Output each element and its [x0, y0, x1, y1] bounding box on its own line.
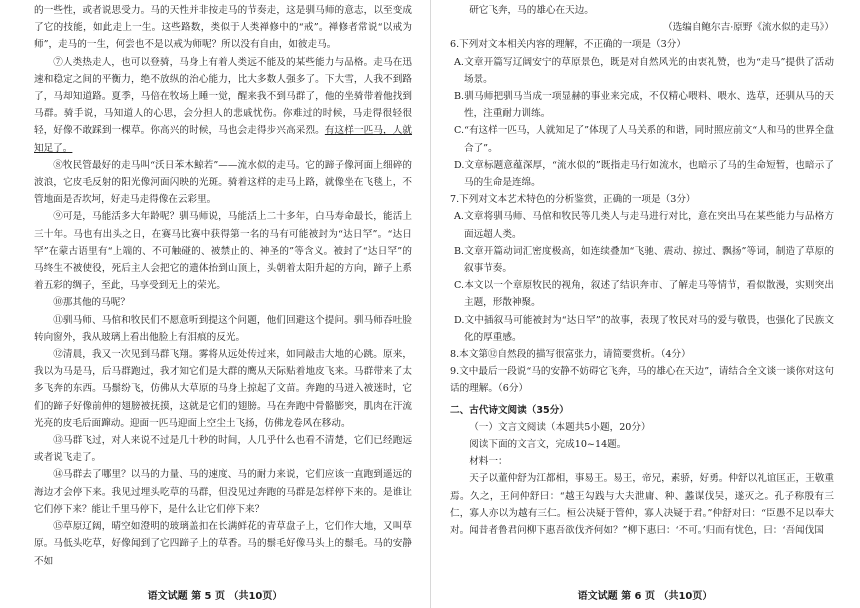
q7-option-a: A.文章将驯马师、马倌和牧民等几类人与走马进行对比，意在突出马在某些能力与品格方面远超人类。: [454, 211, 834, 240]
q6-option-d: D.文章标题意蕴深厚，“流水似的”既指走马行如流水，也暗示了马的生命短暂，也暗示了马的生命是连绵。: [454, 159, 834, 189]
q7-option-c: C.本文以一个章原牧民的视角，叙述了结识奔市、了解走马等情节，看似散漫，实则突出主题，形散神聚。: [454, 280, 834, 309]
paragraph-9: ⑨可是，马能活多大年龄呢？驯马师说，马能活上二十多年，白马寿命最长，能活上三十年。马也有出头之日，在赛马比赛中获得第一名的马有可能被封为“达日罕”。“达日罕”在蒙古语里有“上端的、不可触碰的、被禁止的、神圣的”等含义。被封了“达日罕”的马终生不被使役，死后主人会把它的遗体抬到山顶上，头朝着太阳升起的方向，蹄子上系着五彩的绸子，至此，马享受到无上的荣光。: [34, 211, 412, 292]
paragraph-continuation: 的一些性，或者说思受力。马的天性并非按走马的节奏走，这是驯马师的意志，以至变成了它的技能，如此走上一生。这些路数，类似于人类禅修中的“戒”。禅修者常说“以戒为师”，走马的一生，何尝也不是以戒为师呢？所以没有自由，如彼走马。: [34, 5, 412, 51]
q6-option-b: B.驯马师把驯马当成一项显赫的事业来完成，不仅精心喂料、喂水、选草，还驯从马的天性，注重耐力训练。: [454, 91, 834, 120]
q7-option-b: B.文章开篇动词汇密度极高，如连续叠加“飞驰、震动、掠过、飘扬”等词，制造了草原的叙事节奏。: [454, 245, 834, 275]
page-6-text: [450, 2, 834, 539]
page-6-footer: 语文试题 第 6 页 （共10页）: [577, 591, 713, 602]
question-8: 8.本文第⑫自然段的描写很富张力，请简要赏析。（4分）: [450, 349, 691, 361]
paragraph-14: ⑭马群去了哪里？以马的力量、马的速度、马的耐力来说，它们应该一直跑到遥远的海边才会停下来。我见过埋头吃草的马群，但没见过奔跑的马群是怎样停下来的。是谁让它们停下来？能让千里马停下，是什么让它们停下来？: [34, 469, 412, 515]
page-5-footer: 语文试题 第 5 页 （共10页）: [147, 591, 283, 602]
paragraph-12: ⑫清晨，我又一次见到马群飞翔。雾将从远处传过来，如同敲击大地的心跳。原来，我以为马是马，后马群跑过，我才知它们是大群的鹰从天际贴着地皮飞来。马群带来了太多飞奔的东西。马鬃纷飞，仿佛从大草原的马身上掠起了文苗。奔跑的马迸入被迷时，它们的蹄子好像前伸的翅膀被抚摸，这就是它们的翅膀。马在奔跑中骨骼膨突，肌肉在汗流光亮的皮毛后面蹿动。迎面一匹马迎面上空尘土飞扬，仿佛龙卷风在移动。: [34, 349, 412, 429]
classical-text: 天子以董仲舒为江都相，事易王。易王，帝兄，素骄，好勇。仲舒以礼谊匡正，王敬重焉。久之，王问仲舒曰：“越王勾践与大夫泄庸、种、蠡谋伐吴，遂灭之。孔子称殷有三仁，寡人亦以为越有三仁。桓公决疑于管仲，寡人决疑于君。”仲舒对曰：“臣愚不足以奉大对。闻昔者鲁君问柳下惠吾欲伐齐何如？”柳下惠曰：‘不可。’归而有忧色，曰：‘吾闻伐国: [450, 473, 834, 537]
paragraph-10: ⑩那其他的马呢？: [53, 297, 130, 309]
subsection-heading: （一）文言文阅读（本题共5小题，20分）: [469, 421, 651, 433]
question-6: 6.下列对文本相关内容的理解，不正确的一项是（3分）: [450, 39, 686, 51]
q7-option-d: D.文中插叙马可能被封为“达日罕”的故事，表现了牧民对马的爱与敬畏，也强化了民族文化的厚重感。: [454, 314, 834, 343]
paragraph-13: ⑬马群飞过，对人来说不过是几十秒的时间，人几乎什么也看不清楚，它们已经跑远或者说飞走了。: [34, 435, 412, 464]
page-5-text: [34, 2, 412, 570]
question-9: 9.文中最后一段说“马的安静不妨碍它飞奔，马的雄心在天边”，请结合全文谈一谈你对这句话的理解。（6分）: [450, 366, 834, 395]
paragraph-7: ⑦人类热走人，也可以登骑，马身上有着人类远不能及的某些能力与品格。走马在迅速和稳定之间的平衡力，绝不放纵的治心能力，比大多数人强多了。下大雪，人我不到路了，马却知道路。夏季，马倍在牧场上睡一觉，醒来我不到马群了，他的坐骑带着他找到马群。骑手说，马知道人的心思，会分担人的悲戚忧伤。你难过的时候，马走得很轻很轻，好像不敢踩到一棵草。你高兴的时候，马也会走得步兴高采烈。有这样一匹马，人就知足了。: [34, 56, 413, 154]
q6-option-a: A.文章开篇写辽阔安宁的草原景色，既是对自然风光的由衷礼赞，也为“走马”提供了活动场景。: [454, 56, 834, 85]
underlined-sentence: 有这样一匹马，人就知足了。: [34, 125, 413, 154]
material-label: 材料一：: [469, 456, 508, 468]
reading-instruction: 阅读下面的文言文，完成10~14题。: [469, 439, 627, 451]
paragraph-8: ⑧牧民管最好的走马叫“沃日苯木鲸若”——流水似的走马。它的蹄子像河面上细碎的波浪，它皮毛反射的阳光像河面闪映的光斑。骑着这样的走马上路，就像坐在飞毯上，不管地面是否坎坷，好走马走得像在云彩里。: [34, 159, 412, 206]
passage-ending: 研它飞奔，马的雄心在天边。: [469, 5, 594, 16]
paragraph-11: ⑪驯马师、马倌和牧民们不愿意听到提这个问题，他们回避这个提问。驯马师吞吐脸转向窗外，我从玻璃上看出他脸上有泪痕的反光。: [34, 314, 412, 343]
paragraph-15: ⑮草原辽阔，晴空如澄明的玻璃盖扣在长满鲜花的青草盘子上，它们作大地，又叫草原。马低头吃草，好像闻到了它四蹄子上的草香。马的鬃毛好像马头上的鬃毛。马的安静不如: [34, 521, 412, 567]
page-6: [430, 0, 860, 608]
source-note: （选编自鲍尔吉·原野《流水似的走马》）: [663, 22, 834, 34]
section-heading: 二、古代诗文阅读（35分）: [450, 404, 569, 416]
q6-option-c: C.“有这样一匹马，人就知足了”体现了人马关系的和谐，同时照应前文“人和马的世界全盘合了”。: [454, 125, 834, 154]
question-7: 7.下列对文本艺术特色的分析鉴赏，正确的一项是（3分）: [450, 194, 696, 206]
